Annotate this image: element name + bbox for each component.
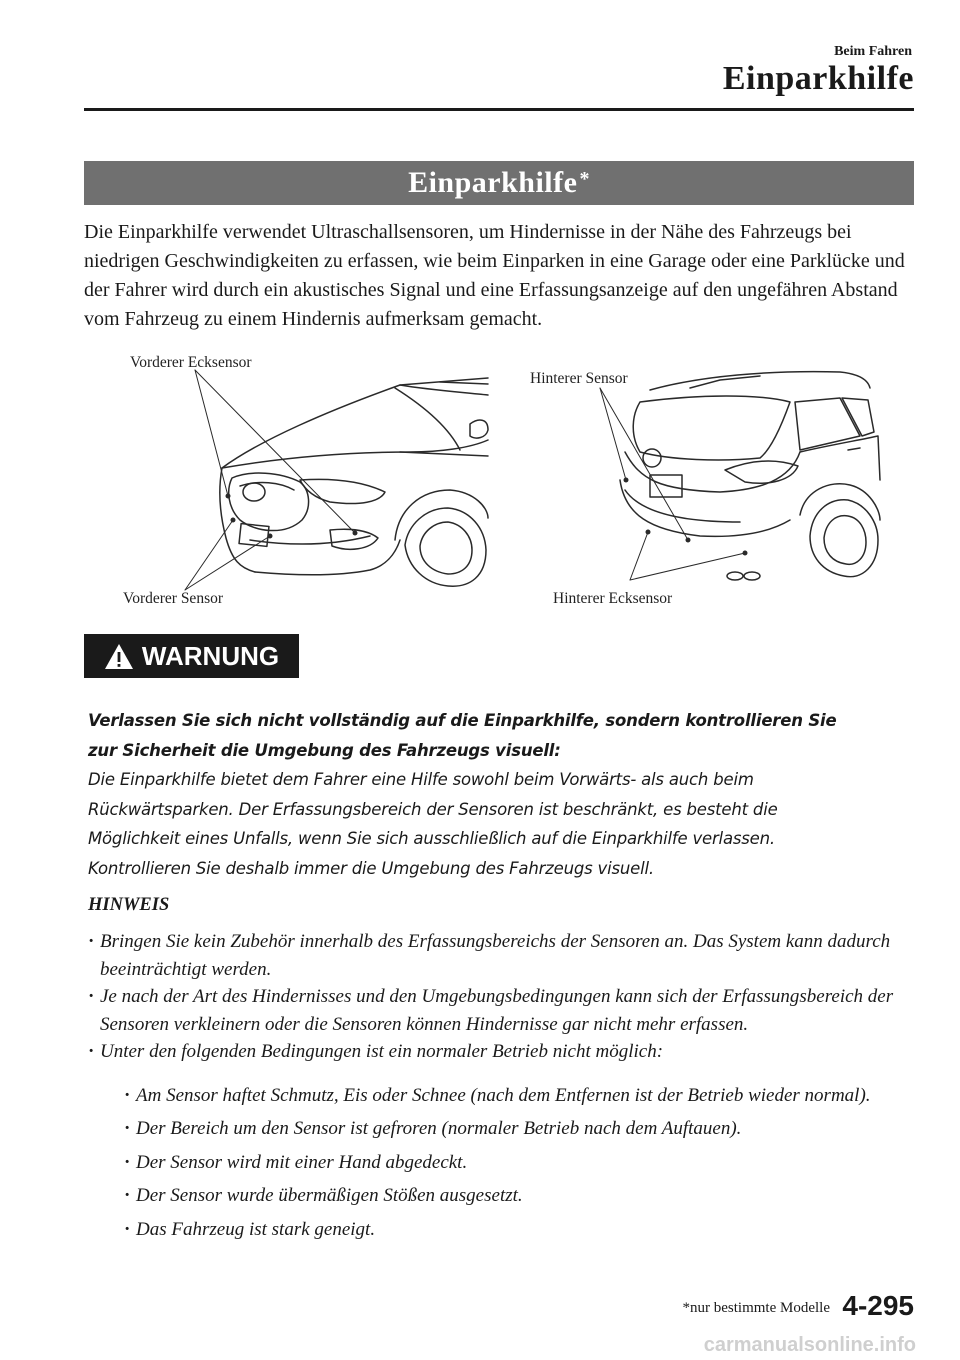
front-car-drawing xyxy=(220,378,488,586)
warning-label: WARNUNG xyxy=(141,640,280,671)
section-title-bar xyxy=(84,161,914,205)
note-heading: HINWEIS xyxy=(88,895,170,915)
warning-body-text: Die Einparkhilfe bietet dem Fahrer eine Hilfe sowohl beim Vorwärts- als auch beim Rückwärtsparken. Der Erfassungsbereich der Sensoren ist beschränkt, es besteht die Möglichkeit eines Unfalls, wenn Sie sich ausschließlich auf die Einparkhilfe verlassen. Kontrollieren Sie deshalb immer die Umgebung des Fahrzeugs visuell. xyxy=(88,770,778,878)
label-rear-corner-sensor: Hinterer Ecksensor xyxy=(553,590,673,607)
page-number: 4-295 xyxy=(842,1290,914,1321)
note-list xyxy=(88,928,914,1249)
header-section: Beim Fahren xyxy=(834,44,912,59)
note-item xyxy=(88,1038,914,1243)
rear-car-drawing xyxy=(620,372,880,580)
note-sub-item: · Am Sensor haftet Schmutz, Eis oder Schnee (nach dem Entfernen ist der Betrieb wieder normal). xyxy=(124,1082,914,1110)
header-rule xyxy=(84,108,914,111)
note-item: · Je nach der Art des Hindernisses und den Umgebungsbedingungen kann sich der Erfassungsbereich der Sensoren verkleinern oder die Sensoren können Hindernisse gar nicht mehr erfassen. xyxy=(88,983,914,1038)
label-rear-sensor: Hinterer Sensor xyxy=(530,370,628,387)
note-sub-item: · Das Fahrzeug ist stark geneigt. xyxy=(124,1216,914,1244)
warning-bold-text: Verlassen Sie sich nicht vollständig auf die Einparkhilfe, sondern kontrollieren Sie zur Sicherheit die Umgebung des Fahrzeugs visuell: xyxy=(88,711,837,760)
sensor-figure xyxy=(0,340,960,620)
footnote-marker: * xyxy=(579,167,590,190)
note-item-text: Unter den folgenden Bedingungen ist ein normaler Betrieb nicht möglich: xyxy=(100,1041,664,1062)
note-sub-item: · Der Bereich um den Sensor ist gefroren (normaler Betrieb nach dem Auftauen). xyxy=(124,1115,914,1143)
label-front-corner-sensor: Vorderer Ecksensor xyxy=(130,354,252,371)
watermark: carmanualsonline.info xyxy=(703,1334,916,1356)
note-sub-item: · Der Sensor wird mit einer Hand abgedeckt. xyxy=(124,1149,914,1177)
warning-badge xyxy=(84,634,299,678)
note-sub-item: · Der Sensor wurde übermäßigen Stößen ausgesetzt. xyxy=(124,1182,914,1210)
intro-paragraph: Die Einparkhilfe verwendet Ultraschallsensoren, um Hindernisse in der Nähe des Fahrzeugs bei niedrigen Geschwindigkeiten zu erfassen, wie beim Einparken in eine Garage oder eine Parklücke und der Fahrer wird durch ein akustisches Signal und eine Erfassungsanzeige auf den ungefähren Abstand vom Fahrzeug zu einem Hindernis aufmerksam gemacht. xyxy=(84,221,905,330)
note-item: · Bringen Sie kein Zubehör innerhalb des Erfassungsbereichs der Sensoren an. Das System kann dadurch beeinträchtigt werden. xyxy=(88,928,914,983)
section-title: Einparkhilfe xyxy=(408,166,578,199)
warning-triangle-icon xyxy=(104,643,134,670)
car-illustration xyxy=(0,340,960,620)
footnote: *nur bestimmte Modelle xyxy=(682,1300,830,1316)
label-front-sensor: Vorderer Sensor xyxy=(123,590,224,607)
header-title: Einparkhilfe xyxy=(722,60,914,97)
note-sub-list xyxy=(124,1082,914,1244)
warning-text xyxy=(88,706,848,883)
